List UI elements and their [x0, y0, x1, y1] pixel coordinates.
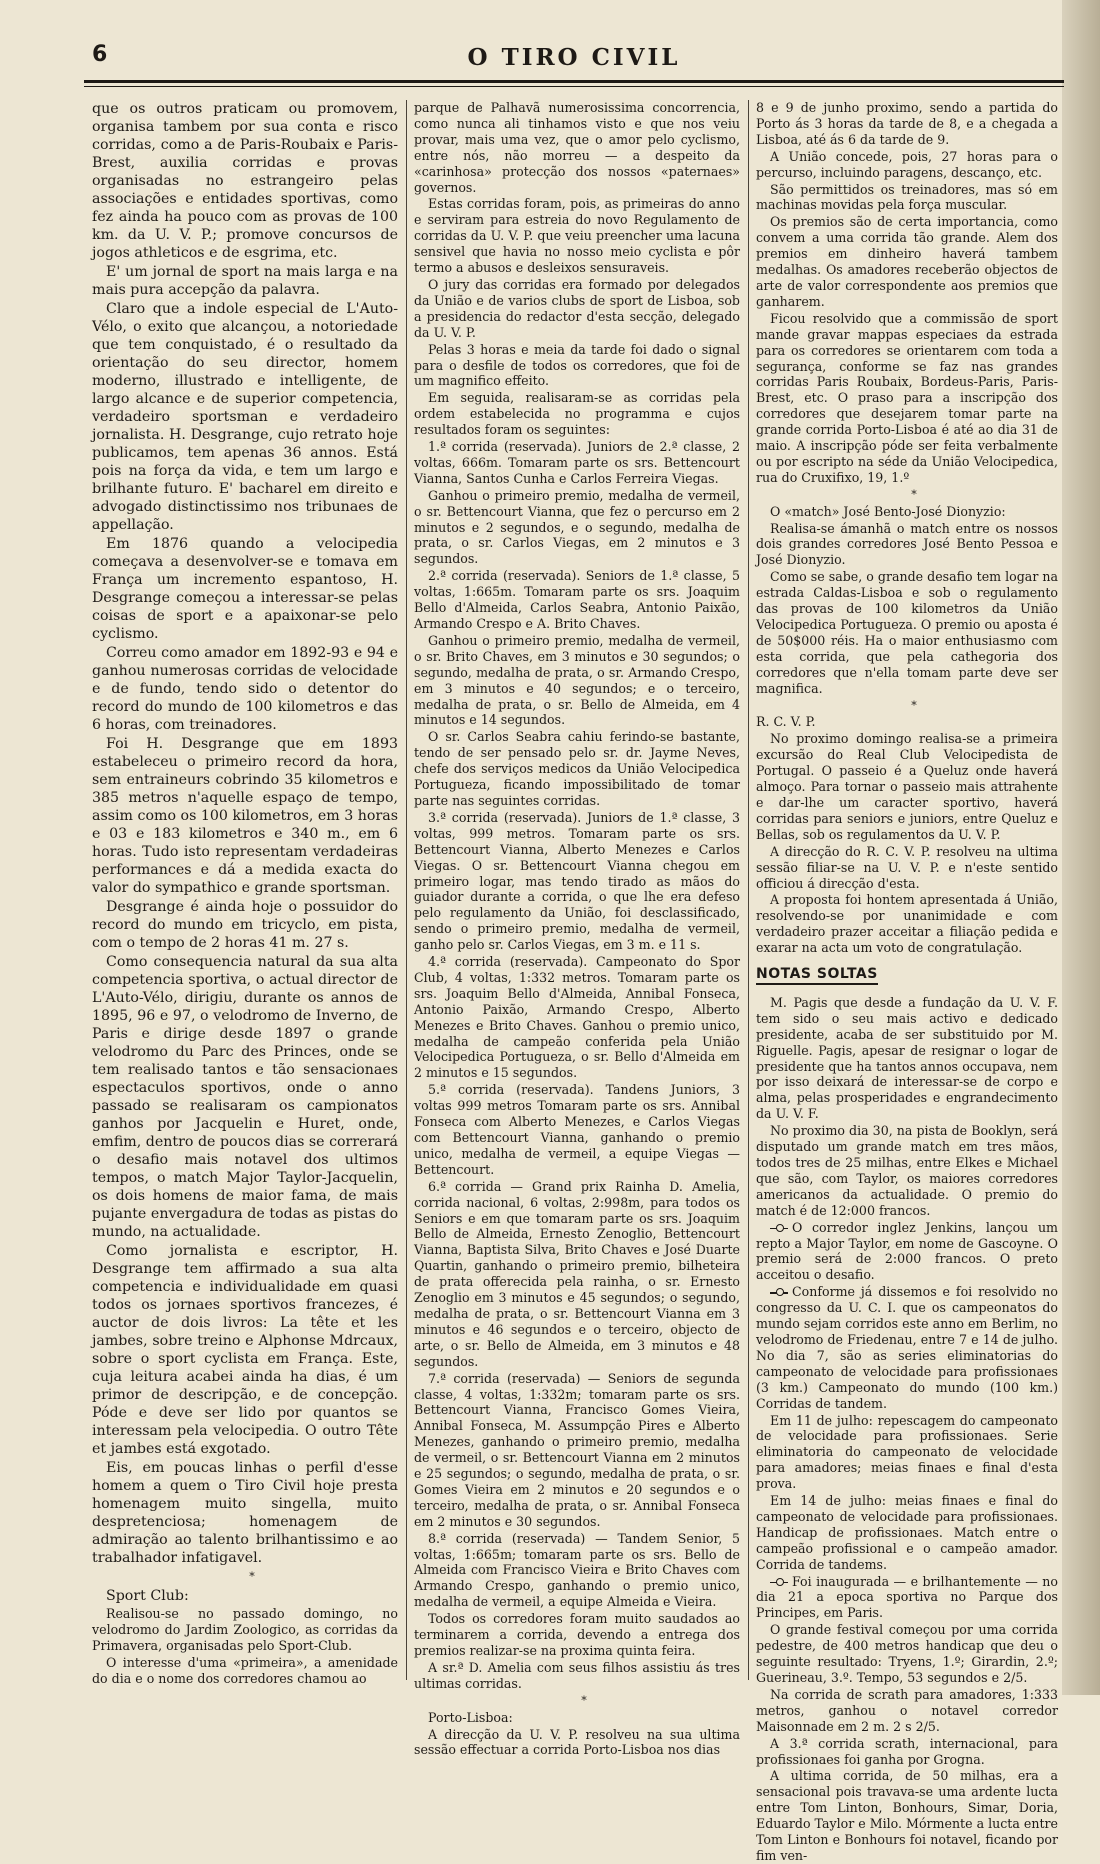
section-separator-star: * — [581, 1693, 587, 1707]
paragraph: O jury das corridas era formado por delegados da União e de varios clubs de sport de Lisboa, sob a presidencia do redactor d'esta secção, delegado da U. V. P. — [414, 276, 740, 340]
paragraph: M. Pagis que desde a fundação da U. V. F. tem sido o seu mais activo e dedicado presidente, acaba de ser substituido por M. Riguelle. Pagis, apesar de resignar o logar de presidente que ha tantos annos occupava, nem por isso deixará de interessar-se de corpo e alma, pelas prosperidades e engrandecimento da U. V. F. — [756, 994, 1058, 1122]
column-divider — [406, 100, 407, 1680]
column-1 — [92, 100, 398, 1685]
paragraph: São permittidos os treinadores, mas só em machinas movidas pela força muscular. — [756, 181, 1058, 213]
section-heading-notas-soltas: NOTAS SOLTAS — [756, 967, 878, 985]
race-result: 5.ª corrida (reservada). Tandens Juniors, 3 voltas 999 metros Tomaram parte os srs. Annibal Fonseca com Alberto Menezes, e Carlos Viegas com Bettencourt Vianna, ganhando o premio unico, medalha de vermeil, a equipe Viegas — Bettencourt. — [414, 1082, 740, 1177]
notas-item-text: Na corrida de scrath para amadores, 1:333 metros, ganhou o notavel corredor Maisonnade em 2 m. 2 s 2/5. — [756, 1686, 1058, 1734]
column-divider — [748, 100, 749, 1680]
race-result: 2.ª corrida (reservada). Seniors de 1.ª classe, 5 voltas, 1:665m. Tomaram parte os srs. Joaquim Bello d'Almeida, Carlos Seabra, Antonio Paixão, Armando Crespo e A. Brito Chaves. — [414, 568, 740, 631]
paragraph: Como jornalista e escriptor, H. Desgrange tem affirmado a sua alta competencia e individualidade em quasi todos os jornaes sportivos francezes, é auctor de dois livros: La tête et les jambes, sobre treino e Alphonse Mdrcaux, sobre o sport cyclista em França. Este, cuja leitura acabei ainda ha dias, é um primor de descripção, e de concepção. Póde e deve ser lido por quantos se interessam pela velocipedia. O outro Tête et jambes está exgotado. — [92, 1243, 398, 1457]
paragraph: Os premios são de certa importancia, como convem a uma corrida tão grande. Alem dos premios em dinheiro haverá tambem medalhas. Os amadores receberão objectos de arte de valor correspondente aos premios que ganharem. — [756, 214, 1058, 309]
paragraph: Correu como amador em 1892-93 e 94 e ganhou numerosas corridas de velocidade e de fundo, tendo sido o detentor do record do mundo de 100 kilometros e das 6 horas, com treinadores. — [92, 645, 398, 733]
notas-item-text: O grande festival começou por uma corrida pedestre, de 400 metros handicap que deu o seguinte resultado: Tryens, 1.º; Girardin, 2.º; Guerineau, 3.º. Tempo, 53 segundos e 2/5. — [756, 1622, 1058, 1685]
paragraph: Em 1876 quando a velocipedia começava a desenvolver-se e tomava em França um incremento espantoso, H. Desgrange começou a interessar-se pelas coisas de sport e a apaixonar-se pelo cyclismo. — [92, 536, 398, 642]
notas-item-text: A 3.ª corrida scrath, internacional, para profissionaes foi ganha por Grogna. — [756, 1735, 1058, 1767]
section-heading-porto-lisboa: Porto-Lisboa: — [428, 1709, 513, 1725]
race-result: 4.ª corrida (reservada). Campeonato do Spor Club, 4 voltas, 1:332 metros. Tomaram parte os srs. Joaquim Bello d'Almeida, Annibal Fonseca, Antonio Paixão, Armando Crespo, Alberto Menezes e Brito Chaves. Ganhou o premio unico, medalha de campeão conferida pela União Velocipedica Portugueza, o sr. Bello d'Almeida em 2 minutos e 15 segundos. — [414, 954, 740, 1081]
paragraph: parque de Palhavã numerosissima concorrencia, como nunca ali tinhamos visto e que nos veiu provar, mais uma vez, que o amor pelo cyclismo, entre nós, não morreu — a despeito da «carinhosa» protecção dos nossos «paternaes» governos. — [414, 100, 740, 195]
cyclist-ornament-icon — [770, 1578, 788, 1587]
section-heading-match: O «match» José Bento-José Dionyzio: — [770, 503, 1006, 519]
paragraph: Pelas 3 horas e meia da tarde foi dado o signal para o desfile de todos os corredores, que foi de um magnifico effeito. — [414, 341, 740, 389]
paragraph: Como consequencia natural da sua alta competencia sportiva, o actual director de L'Auto-Vélo, dirigiu, durante os annos de 1895, 96 e 97, o velodromo de Inverno, de Paris e dirige desde 1897 o grande velodromo du Parc des Princes, onde se tem realisado tantos e tão sensacionaes espectaculos sportivos, onde o anno passado se realisaram os campionatos ganhos por Jacquelin e Huret, onde, emfim, dentro de poucos dias se correrará o desafio mais notavel dos ultimos tempos, o match Major Taylor-Jacquelin, os dois homens de maior fama, de mais pujante envergadura de todas as pistas do mundo, na actualidade. — [92, 954, 398, 1240]
paragraph: A sr.ª D. Amelia com seus filhos assistiu ás tres ultimas corridas. — [414, 1659, 740, 1691]
notas-item-text: Foi inaugurada — e brilhantemente — no dia 21 a epoca sportiva no Parque dos Principes, em Paris. — [756, 1573, 1058, 1621]
section-heading-sport-club: Sport Club: — [106, 1588, 189, 1604]
paragraph: que os outros praticam ou promovem, organisa tambem por sua conta e risco corridas, como a de Paris-Roubaix e Paris-Brest, auxilia corridas e provas organisadas no estrangeiro pelas associações e entidades sportivas, como fez ainda ha pouco com as provas de 100 km. da U. V. P.; promove concursos de jogos athleticos e de esgrima, etc. — [92, 101, 398, 261]
paragraph: O sr. Carlos Seabra cahiu ferindo-se bastante, tendo de ser pensado pelo sr. dr. Jayme Neves, chefe dos serviços medicos da União Velocipedica Portugueza, ficando impossibilitado de tomar parte nas seguintes corridas. — [414, 729, 740, 808]
notas-item-text: Em 14 de julho: meias finaes e final do campeonato de velocidade para profissionaes. Handicap de profissionaes. Match entre o campeão profissional e o campeão amador. Corrida de tandems. — [756, 1493, 1058, 1572]
paragraph: Desgrange é ainda hoje o possuidor do record do mundo em tricyclo, em pista, com o tempo de 2 horas 41 m. 27 s. — [92, 899, 398, 951]
header-rule-thin — [84, 86, 1064, 87]
notas-item-text: Em 11 de julho: repescagem do campeonato de velocidade para profissionaes. Serie eliminatoria do campeonato de velocidade para amadores; meias finaes e final d'esta prova. — [756, 1412, 1058, 1492]
race-result: 1.ª corrida (reservada). Juniors de 2.ª classe, 2 voltas, 666m. Tomaram parte os srs. Bettencourt Vianna, Santos Cunha e Carlos Ferreira Viegas. — [414, 439, 740, 486]
paragraph: E' um jornal de sport na mais larga e na mais pura accepção da palavra. — [92, 264, 398, 298]
paragraph: Em seguida, realisaram-se as corridas pela ordem estabelecida no programma e cujos resultados foram os seguintes: — [414, 390, 740, 438]
page-number: 6 — [92, 42, 108, 67]
section-separator-star: * — [911, 698, 917, 712]
section-separator-star: * — [249, 1570, 255, 1583]
race-result: 8.ª corrida (reservada) — Tandem Senior, 5 voltas, 1:665m; tomaram parte os srs. Bello de Almeida com Francisco Vieira e Brito Chaves com Armando Crespo, ganhando o premio unico, medalha de vermeil, a equipe Almeida e Vieira. — [414, 1530, 740, 1610]
notas-item — [756, 1574, 1058, 1622]
race-result: 7.ª corrida (reservada) — Seniors de segunda classe, 4 voltas, 1:332m; tomaram parte os srs. Bettencourt Vianna, Francisco Gomes Vieira, Annibal Fonseca, M. Assumpção Pires e Alberto Menezes, ganhando o primeiro premio, medalha de vermeil, o sr. Bettencourt Vianna em 2 minutos e 25 segundos; o segundo, medalha de prata, o sr. Gomes Vieira em 2 minutos e 20 segundos e o terceiro, medalha de prata, o sr. Annibal Fonseca em 2 minutos e 30 segundos. — [414, 1370, 740, 1529]
paragraph: A direcção da U. V. P. resolveu na sua ultima sessão effectuar a corrida Porto-Lisboa nos dias — [414, 1726, 740, 1758]
page-edge — [1062, 0, 1100, 1695]
notas-item — [756, 1493, 1058, 1573]
cyclist-ornament-icon — [770, 1224, 788, 1233]
column-3 — [756, 100, 1058, 1863]
journal-title: O TIRO CIVIL — [467, 44, 681, 71]
paragraph: Ganhou o primeiro premio, medalha de vermeil, o sr. Brito Chaves, em 3 minutos e 30 segundos; o segundo, medalha de prata, o sr. Armando Crespo, em 3 minutos e 40 segundos; e o terceiro, medalha de prata, o sr. Bello de Almeida, em 4 minutos e 14 segundos. — [414, 632, 740, 728]
page-header — [84, 40, 1064, 76]
paragraph: A proposta foi hontem apresentada á União, resolvendo-se por unanimidade e com verdadeiro prazer acceitar a filiação pedida e exarar na acta um voto de congratulação. — [756, 892, 1058, 956]
paragraph: Claro que a indole especial de L'Auto-Vélo, o exito que alcançou, a notoriedade que tem conquistado, é o resultado da orientação do seu director, homem moderno, illustrado e intelligente, de largo alcance e de superior competencia, verdadeiro sportsman e verdadeiro jornalista. H. Desgrange, cujo retrato hoje publicamos, tem apenas 36 annos. Está pois na força da vida, e tem um largo e brilhante futuro. E' bacharel em direito e advogado distinctissimo nos tribunaes de appellação. — [92, 301, 398, 533]
notas-soltas-list — [756, 1123, 1058, 1864]
notas-item-text: O corredor inglez Jenkins, lançou um repto a Major Taylor, em nome de Gascoyne. O premio será de 2:000 francos. O preto acceitou o desafio. — [756, 1219, 1058, 1283]
paragraph: Como se sabe, o grande desafio tem logar na estrada Caldas-Lisboa e sob o regulamento das provas de 100 kilometros da União Velocipedica Portugueza. O premio ou aposta é de 50$000 réis. Ha o maior enthusiasmo com esta corrida, que pela cathegoria dos corredores que n'ella tomam parte deve ser magnifica. — [756, 569, 1058, 696]
paragraph: 8 e 9 de junho proximo, sendo a partida do Porto ás 3 horas da tarde de 8, e a chegada a Lisboa, até ás 6 da tarde de 9. — [756, 100, 1058, 147]
paragraph: O interesse d'uma «primeira», a amenidade do dia e o nome dos corredores chamou ao — [92, 1654, 398, 1686]
paragraph: Ficou resolvido que a commissão de sport mande gravar mappas especiaes da estrada para os corredores se orientarem com toda a segurança, conforme se faz nas grandes corridas Paris Roubaix, Bordeus-Paris, Paris-Brest, etc. O praso para a inscripção dos corredores que desejarem tomar parte na grande corrida Porto-Lisboa é até ao dia 31 de maio. A inscripção póde ser feita verbalmente ou por escripto na séde da União Velocipedica, rua do Cruxifixo, 19, 1.º — [756, 310, 1058, 485]
notas-item — [756, 1284, 1058, 1411]
race-result: 3.ª corrida (reservada). Juniors de 1.ª classe, 3 voltas, 999 metros. Tomaram parte os srs. Bettencourt Vianna, Alberto Menezes e Carlos Viegas. O sr. Bettencourt Vianna chegou em primeiro logar, mas tendo tirado as mãos do guiador durante a corrida, o que lhe era defeso pelo regulamento da União, foi desclassificado, sendo o primeiro premio, medalha de vermeil, ganho pelo sr. Carlos Viegas, em 3 m. e 11 s. — [414, 809, 740, 953]
notas-item-text: Conforme já dissemos e foi resolvido no congresso da U. C. I. que os campeonatos do mundo sejam corridos este anno em Berlim, no velodromo de Friedenau, entre 7 e 14 de julho. No dia 7, são as series eliminatorias do campeonato de velocidade para profissionaes (3 km.) Campeonato do mundo (100 km.) Corridas de tandem. — [756, 1284, 1058, 1411]
paragraph: A direcção do R. C. V. P. resolveu na ultima sessão filiar-se na U. V. P. e n'este sentido officiou á direcção d'esta. — [756, 843, 1058, 891]
paragraph: Realisou-se no passado domingo, no velodromo do Jardim Zoologico, as corridas da Primavera, organisadas pelo Sport-Club. — [92, 1606, 398, 1653]
paragraph: Realisa-se ámanhã o match entre os nossos dois grandes corredores José Bento Pessoa e José Dionyzio. — [756, 520, 1058, 568]
notas-item — [756, 1768, 1058, 1863]
notas-item — [756, 1413, 1058, 1493]
notas-item — [756, 1123, 1058, 1218]
notas-item — [756, 1622, 1058, 1686]
section-heading-rcvp: R. C. V. P. — [756, 714, 816, 730]
paragraph: A União concede, pois, 27 horas para o percurso, incluindo paragens, descanço, etc. — [756, 148, 1058, 180]
section-separator-star: * — [911, 487, 917, 501]
race-result: 6.ª corrida — Grand prix Rainha D. Amelia, corrida nacional, 6 voltas, 2:998m, para todos os Seniors e em que tomaram parte os srs. Joaquim Bello de Almeida, Ernesto Zenoglio, Bettencourt Vianna, Baptista Silva, Brito Chaves e José Duarte Quartin, ganhando o primeiro premio, bilheteira de prata offerecida pela rainha, o sr. Ernesto Zenoglio em 3 minutos e 45 segundos; o segundo, medalha de prata, o sr. Bettencourt Vianna em 3 minutos e 46 segundos e o terceiro, objecto de arte, o sr. Bello de Almeida, em 3 minutos e 48 segundos. — [414, 1178, 740, 1369]
paragraph: Ganhou o primeiro premio, medalha de vermeil, o sr. Bettencourt Vianna, que fez o percurso em 2 minutos e 2 segundos, e o segundo, medalha de prata, o sr. Carlos Viegas, em 2 minutos e 3 segundos. — [414, 487, 740, 567]
notas-item — [756, 1687, 1058, 1735]
notas-item-text: A ultima corrida, de 50 milhas, era a sensacional pois travava-se uma ardente lucta entre Tom Linton, Bonhours, Simar, Doria, Eduardo Taylor e Milo. Mórmente a lucta entre Tom Linton e Bonhours foi notavel, ficando por fim ven- — [756, 1768, 1058, 1863]
paragraph: No proximo domingo realisa-se a primeira excursão do Real Club Velocipedista de Portugal. O passeio é a Queluz onde haverá almoço. Para tornar o passeio mais attrahente e dar-lhe um caracter sportivo, haverá corridas para seniors e juniors, entre Queluz e Bellas, sob os regulamentos da U. V. P. — [756, 731, 1058, 842]
column-2 — [414, 100, 740, 1758]
cyclist-ornament-icon — [770, 1288, 788, 1297]
paragraph: Estas corridas foram, pois, as primeiras do anno e serviram para estreia do novo Regulamento de corridas da U. V. P. que veiu preencher uma lacuna sensivel que havia no nosso meio cyclista e pôr termo a abusos e desleixos sensuraveis. — [414, 196, 740, 276]
notas-item-text: No proximo dia 30, na pista de Booklyn, será disputado um grande match em tres mãos, todos tres de 25 milhas, entre Elkes e Michael que são, com Taylor, os maiores corredores americanos da actualidade. O premio do match é de 12:000 francos. — [756, 1123, 1058, 1218]
paragraph: Todos os corredores foram muito saudados ao terminarem a corrida, devendo a entrega dos premios realizar-se na proxima quinta feira. — [414, 1611, 740, 1658]
header-rule-thick — [84, 80, 1064, 83]
notas-item — [756, 1220, 1058, 1284]
notas-item — [756, 1736, 1058, 1768]
paragraph: Foi H. Desgrange que em 1893 estabeleceu o primeiro record da hora, sem entraineurs cobrindo 35 kilometros e 385 metros n'aquelle espaço de tempo, assim como os 100 kilometros, em 3 horas e 03 e 183 kilometros e 340 m., em 6 horas. Tudo isto representam verdadeiras performances e dá a medida exacta do valor do sympathico e grande sportsman. — [92, 736, 398, 896]
paragraph: Eis, em poucas linhas o perfil d'esse homem a quem o Tiro Civil hoje presta homenagem muito singella, muito despretenciosa; homenagem de admiração ao talento brilhantissimo e ao trabalhador infatigavel. — [92, 1460, 398, 1566]
